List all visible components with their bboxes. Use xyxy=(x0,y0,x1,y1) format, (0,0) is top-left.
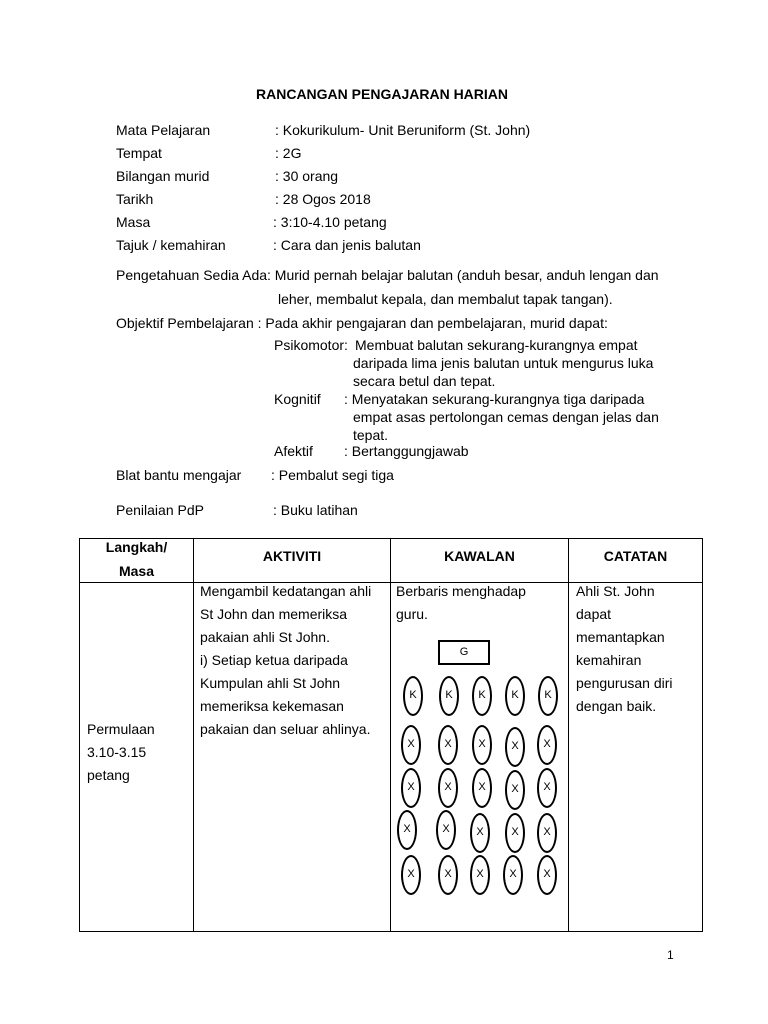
catatan-line: dengan baik. xyxy=(576,698,657,714)
value-penilaian: : Buku latihan xyxy=(273,502,358,518)
ketua-label: K xyxy=(544,689,552,701)
label-blat-bantu: Blat bantu mengajar xyxy=(116,467,242,483)
kognitif-line: : Menyatakan sekurang-kurangnya tiga daripada xyxy=(344,391,645,407)
langkah-line: Permulaan xyxy=(87,721,155,737)
objektif-intro: Objektif Pembelajaran : Pada akhir pengajaran dan pembelajaran, murid dapat: xyxy=(116,315,608,331)
table-col-line xyxy=(193,538,194,932)
aktiviti-line: memeriksa kekemasan xyxy=(200,698,344,714)
label-masa: Masa xyxy=(116,214,151,230)
guru-label: G xyxy=(459,646,469,658)
ahli-label: X xyxy=(403,823,411,835)
aktiviti-line: pakaian dan seluar ahlinya. xyxy=(200,721,371,737)
cell-kawalan xyxy=(396,580,526,626)
label-bilangan-murid: Bilangan murid xyxy=(116,168,210,184)
psikomotor-label: Psikomotor: xyxy=(274,337,348,353)
psikomotor-line: Membuat balutan sekurang-kurangnya empat xyxy=(355,337,638,353)
label-mata-pelajaran: Mata Pelajaran xyxy=(116,122,211,138)
header-catatan: CATATAN xyxy=(603,548,668,564)
table-col-line xyxy=(390,538,391,932)
afektif-label: Afektif xyxy=(274,443,313,459)
afektif-value: : Bertanggungjawab xyxy=(344,443,469,459)
table-col-line xyxy=(568,538,569,932)
page-number: 1 xyxy=(667,948,674,962)
ahli-label: X xyxy=(543,738,551,750)
ahli-label: X xyxy=(407,738,415,750)
ahli-label: X xyxy=(478,738,486,750)
kognitif-label: Kognitif xyxy=(274,391,321,407)
ketua-label: K xyxy=(478,689,486,701)
value-tajuk: : Cara dan jenis balutan xyxy=(273,237,421,253)
ahli-label: X xyxy=(511,826,519,838)
catatan-line: kemahiran xyxy=(576,652,642,668)
ahli-label: X xyxy=(511,740,519,752)
kognitif-line: empat asas pertolongan cemas dengan jelas dan xyxy=(353,409,659,425)
aktiviti-line: Mengambil kedatangan ahli xyxy=(200,583,372,599)
table-col-line xyxy=(79,538,80,932)
ahli-label: X xyxy=(444,868,452,880)
ketua-label: K xyxy=(409,689,417,701)
ahli-label: X xyxy=(407,781,415,793)
catatan-line: Ahli St. John xyxy=(576,583,655,599)
aktiviti-line: i) Setiap ketua daripada xyxy=(200,652,348,668)
langkah-line: 3.10-3.15 xyxy=(87,744,147,760)
header-langkah xyxy=(80,535,193,583)
ahli-label: X xyxy=(543,868,551,880)
pengetahuan-line-1: Pengetahuan Sedia Ada: Murid pernah belajar balutan (anduh besar, anduh lengan dan xyxy=(116,267,659,283)
cell-catatan xyxy=(576,580,673,718)
cell-aktiviti xyxy=(200,580,371,741)
ahli-label: X xyxy=(476,868,484,880)
label-tempat: Tempat xyxy=(116,145,162,161)
page-title: RANCANGAN PENGAJARAN HARIAN xyxy=(256,86,509,102)
catatan-line: dapat xyxy=(576,606,612,622)
header-masa-line: Masa xyxy=(118,563,155,579)
header-aktiviti: AKTIVITI xyxy=(262,548,322,564)
catatan-line: pengurusan diri xyxy=(576,675,673,691)
header-kawalan: KAWALAN xyxy=(444,548,515,564)
cell-langkah xyxy=(87,718,155,787)
header-langkah-line: Langkah/ xyxy=(105,539,168,555)
ketua-label: K xyxy=(445,689,453,701)
value-mata-pelajaran: : Kokurikulum- Unit Beruniform (St. John) xyxy=(275,122,531,138)
ahli-label: X xyxy=(407,868,415,880)
table-border-bottom xyxy=(79,931,703,932)
ahli-label: X xyxy=(442,823,450,835)
langkah-line: petang xyxy=(87,767,130,783)
aktiviti-line: Kumpulan ahli St John xyxy=(200,675,341,691)
label-tajuk: Tajuk / kemahiran xyxy=(116,237,226,253)
value-tempat: : 2G xyxy=(275,145,302,161)
kawalan-line: guru. xyxy=(396,606,428,622)
ahli-label: X xyxy=(444,781,452,793)
ketua-label: K xyxy=(511,689,519,701)
catatan-line: memantapkan xyxy=(576,629,665,645)
aktiviti-line: pakaian ahli St John. xyxy=(200,629,330,645)
table-col-line xyxy=(702,538,703,932)
ahli-label: X xyxy=(543,826,551,838)
kawalan-line: Berbaris menghadap xyxy=(396,583,526,599)
ahli-label: X xyxy=(444,738,452,750)
pengetahuan-line-2: leher, membalut kepala, dan membalut tapak tangan). xyxy=(278,291,613,307)
aktiviti-line: St John dan memeriksa xyxy=(200,606,348,622)
ahli-label: X xyxy=(509,868,517,880)
value-tarikh: : 28 Ogos 2018 xyxy=(275,191,371,207)
label-penilaian: Penilaian PdP xyxy=(116,502,204,518)
value-masa: : 3:10-4.10 petang xyxy=(273,214,387,230)
value-bilangan-murid: : 30 orang xyxy=(275,168,339,184)
kognitif-line: tepat. xyxy=(353,427,389,443)
label-tarikh: Tarikh xyxy=(116,191,154,207)
psikomotor-line: secara betul dan tepat. xyxy=(353,373,496,389)
ahli-label: X xyxy=(511,783,519,795)
ahli-label: X xyxy=(476,826,484,838)
psikomotor-line: daripada lima jenis balutan untuk mengurus luka xyxy=(353,355,654,371)
value-blat-bantu: : Pembalut segi tiga xyxy=(271,467,394,483)
ahli-label: X xyxy=(543,781,551,793)
ahli-label: X xyxy=(478,781,486,793)
